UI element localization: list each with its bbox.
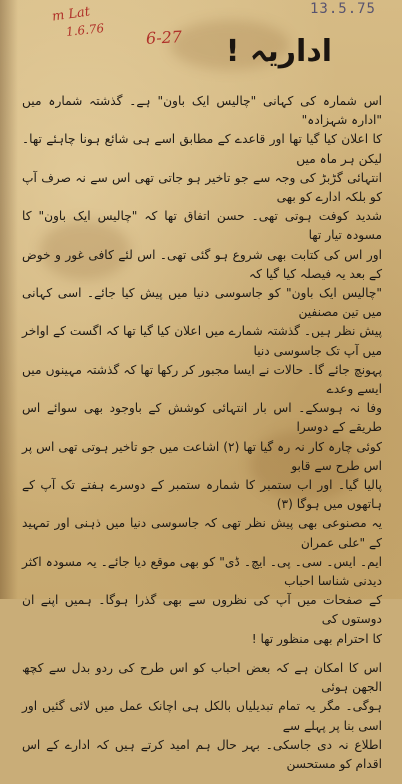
text-line: اطلاع نہ دی جاسکی۔ بہر حال ہم امید کرتے ہیں کہ ادارے کے اس اقدام کو مستحسن <box>22 737 382 771</box>
text-line: "چالیس ایک باون" کو جاسوسی دنیا میں پیش کیا جائے۔ اسی کہانی میں تین مصنفین <box>22 286 382 320</box>
page-title: اداریہ ! <box>225 34 332 69</box>
text-line: یہ مصنوعی بھی پیش نظر تھی کہ جاسوسی دنیا میں ذہنی اور تمہید کے "علی عمران <box>22 516 382 550</box>
text-line: وفا نہ ہوسکے۔ اس بار انتہائی کوشش کے باوجود بھی سوائے اس طریقے کے دوسرا <box>22 401 382 435</box>
text-line: اور اس کی کتابت بھی شروع ہو گئی تھی۔ اس لئے کافی غور و خوض کے بعد یہ فیصلہ کیا گیا کہ <box>22 247 382 281</box>
text-line: شدید کوفت ہوتی تھی۔ حسن اتفاق تھا کہ "چالیس ایک باون" کا مسودہ تیار تھا <box>22 209 382 243</box>
text-line: اس کا امکان ہے کہ بعض احباب کو اس طرح کی ردو بدل سے کچھ الجھن ہوئی <box>22 660 382 695</box>
text-line: کا اعلان کیا گیا تھا اور قاعدے کے مطابق اسے ہی شائع ہونا چاہئے تھا۔ لیکن ہر ماہ میں <box>22 132 382 166</box>
handwritten-page-ref: 6-27 <box>145 27 183 48</box>
text-line: پہونچ جائے گا۔ حالات نے ایسا مجبور کر رکھا تھا کہ گذشتہ مہینوں میں ایسے وعدے <box>22 362 382 397</box>
text-line: کا احترام بھی منظور تھا ! <box>251 631 382 646</box>
text-line: اس شمارہ کی کہانی "چالیس ایک باون" ہے۔ گذشتہ شمارہ میں "ادارہ شہزادہ" <box>22 94 382 128</box>
editorial-body <box>22 92 382 784</box>
text-line: ایم۔ ایس۔ سی۔ پی۔ ایچ۔ ڈی" کو بھی موقع دیا جائے۔ یہ مسودہ اکثر دیدنی شناسا احباب <box>22 554 382 589</box>
paragraph <box>22 92 382 649</box>
text-line: انتہائی گڑبڑ کی وجہ سے جو تاخیر ہو جاتی تھی اس سے نہ صرف آپ کو بلکہ ادارے کو بھی <box>22 170 382 205</box>
paragraph <box>22 659 382 774</box>
stamp-date: 13.5.75 <box>309 1 376 17</box>
handwritten-date: 1.6.76 <box>65 21 105 39</box>
text-line: پیش نظر ہیں۔ گذشتہ شمارے میں اعلان کیا گیا تھا کہ اگست کے اواخر میں آپ تک جاسوسی دنیا <box>22 324 382 358</box>
text-line: پالیا گیا۔ اور اب ستمبر کا شمارہ ستمبر کے دوسرے ہفتے تک آپ کے ہاتھوں میں ہوگا (۳) <box>22 478 382 512</box>
text-line: کے صفحات میں آپ کی نظروں سے بھی گذرا ہوگا۔ ہمیں اپنے ان دوستوں کی <box>22 593 382 627</box>
text-line: کوئی چارہ کار نہ رہ گیا تھا (۲) اشاعت میں جو تاخیر ہوتی تھی اس پر اس طرح سے قابو <box>22 439 382 473</box>
handwritten-note: m Lat <box>51 4 91 25</box>
text-line: ہوگی۔ مگر یہ تمام تبدیلیاں بالکل ہی اچانک عمل میں لائی گئیں اور اسی بنا پر پہلے سے <box>22 699 382 733</box>
page-edge-shadow <box>0 0 18 599</box>
